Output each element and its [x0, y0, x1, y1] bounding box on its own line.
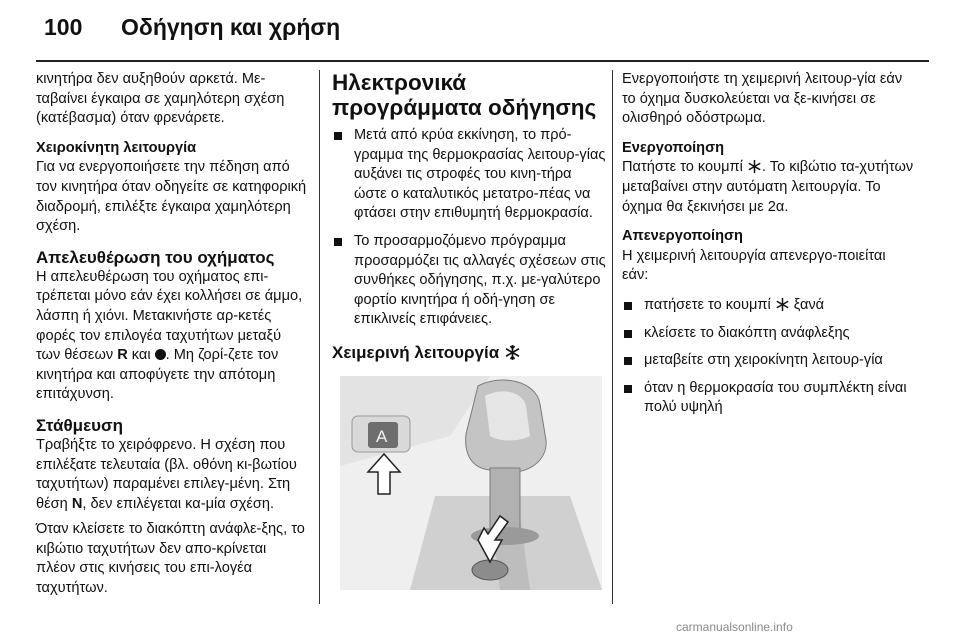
winter-mode-heading — [332, 342, 606, 363]
rocking-and: και — [127, 347, 155, 364]
gear-lever-drawing — [340, 376, 602, 590]
rocking-heading: Απελευθέρωση του οχήματος — [36, 247, 275, 267]
gear-r-label: R — [117, 347, 128, 364]
list-item-text: όταν η θερμοκρασία του συμπλέκτη είναι πολύ υψηλή — [644, 379, 907, 416]
column-divider-1 — [319, 70, 320, 604]
page-number: 100 — [44, 14, 83, 40]
list-item-text: μεταβείτε στη χειροκίνητη λειτουρ-γία — [644, 352, 883, 369]
list-item-text: κλείσετε το διακόπτη ανάφλεξης — [644, 324, 850, 341]
activation-text — [622, 158, 914, 217]
list-item — [332, 126, 606, 224]
parking-text — [36, 436, 308, 514]
deactivation-heading: Απενεργοποίηση — [622, 228, 743, 245]
page-header — [0, 0, 960, 62]
list-item — [622, 379, 914, 418]
gear-selector-illustration — [340, 376, 602, 590]
deactivation-text: Η χειμερινή λειτουργία απενεργο-ποιείται εάν: — [622, 247, 886, 284]
rocking-text-a: Η απελευθέρωση του οχήματος επι-τρέπεται μόνο εάν έχει κολλήσει σε άμμο, λάσπη ή χιόνι. Μετακινήστε αρ-κετές φορές τον επιλογέα ταχυτήτων μεταξύ των θέσεων — [36, 268, 303, 364]
activation-heading: Ενεργοποίηση — [622, 139, 724, 156]
list-item-text-a: πατήσετε το κουμπί — [644, 296, 775, 313]
column-right — [622, 70, 914, 426]
manual-mode-heading: Χειροκίνητη λειτουργία — [36, 139, 197, 156]
column-left — [36, 70, 308, 609]
list-item — [622, 324, 914, 344]
page-title: Οδήγηση και χρήση — [121, 14, 341, 40]
column-middle — [332, 70, 606, 363]
snowflake-icon — [747, 159, 762, 174]
bullet-marker — [624, 385, 632, 393]
manual-mode-text: Για να ενεργοποιήσετε την πέδηση από τον κινητήρα όταν οδηγείτε σε κατηφορική διαδρομή, επιλέξτε έγκαιρα χαμηλότερη σχέση. — [36, 159, 307, 235]
ignition-text: Όταν κλείσετε το διακόπτη ανάφλε-ξης, το κιβώτιο ταχυτήτων δεν απο-κρίνεται πλέον στις κινήσεις του επι-λογέα ταχυτήτων. — [36, 521, 305, 597]
bullet-marker — [624, 357, 632, 365]
bullet-marker — [334, 132, 342, 140]
snowflake-icon — [775, 297, 790, 312]
bullet-marker — [624, 330, 632, 338]
gear-display-letter: A — [376, 427, 388, 446]
winter-intro-text: Ενεργοποιήστε τη χειμερινή λειτουρ-γία εάν το όχημα δυσκολεύεται να ξε-κινήσει σε ολισθηρό οδόστρωμα. — [622, 71, 903, 127]
intro-paragraph: κινητήρα δεν αυξηθούν αρκετά. Με-ταβαίνει έγκαιρα σε χαμηλότερη σχέση (κατέβασμα) όταν φρενάρετε. — [36, 71, 285, 127]
list-item — [622, 296, 914, 316]
list-item-text: Το προσαρμοζόμενο πρόγραμμα προσαρμόζει τις αλλαγές σχέσεων στις συνθήκες οδήγησης, π.χ. με-γαλύτερο φορτίο κινητήρα ή οδή-γηση σε επικλινείς επιφάνειες. — [354, 232, 606, 328]
activation-text-b: . Το κιβώτιο τα-χυτήτων μεταβαίνει στην αυτόματη λειτουργία. Το όχημα θα ξεκινήσει με 2α. — [622, 159, 914, 215]
header-divider — [36, 60, 929, 62]
list-item — [332, 232, 606, 330]
list-item-text: Μετά από κρύα εκκίνηση, το πρό-γραμμα της θερμοκρασίας λειτουρ-γίας αυξάνει τις στροφές του κινη-τήρα ώστε ο καταλυτικός μετατρο-πέας να φτάσει στην επιθυμητή θερμοκρασία. — [354, 127, 606, 222]
black-dot-icon — [155, 349, 166, 360]
list-item-text-b: ξανά — [789, 296, 825, 313]
bullet-marker — [334, 238, 342, 246]
bullet-marker — [624, 302, 632, 310]
gear-n-label: N — [71, 495, 83, 512]
list-item — [622, 351, 914, 371]
driving-programs-heading: Ηλεκτρονικά προγράμματα οδήγησης — [332, 70, 597, 120]
parking-text-b: , δεν επιλέγεται κα-μία σχέση. — [82, 495, 275, 512]
activation-text-a: Πατήστε το κουμπί — [622, 159, 747, 176]
snowflake-icon — [504, 344, 521, 361]
column-divider-2 — [612, 70, 613, 604]
watermark: carmanualsonline.info — [676, 620, 793, 634]
winter-mode-heading-text: Χειμερινή λειτουργία — [332, 342, 500, 362]
rocking-text-b: . Μη ζορί-ζετε τον κινητήρα και αποφύγετε την απότομη επιτάχυνση. — [36, 347, 279, 403]
parking-heading: Στάθμευση — [36, 415, 124, 435]
parking-text-a: Τραβήξτε το χειρόφρενο. Η σχέση που επιλέξατε τελευταία (βλ. οθόνη κι-βωτίου ταχυτήτων) παραμένει επιλεγ-μένη. Στη θέση — [36, 436, 297, 512]
rocking-text — [36, 268, 308, 405]
